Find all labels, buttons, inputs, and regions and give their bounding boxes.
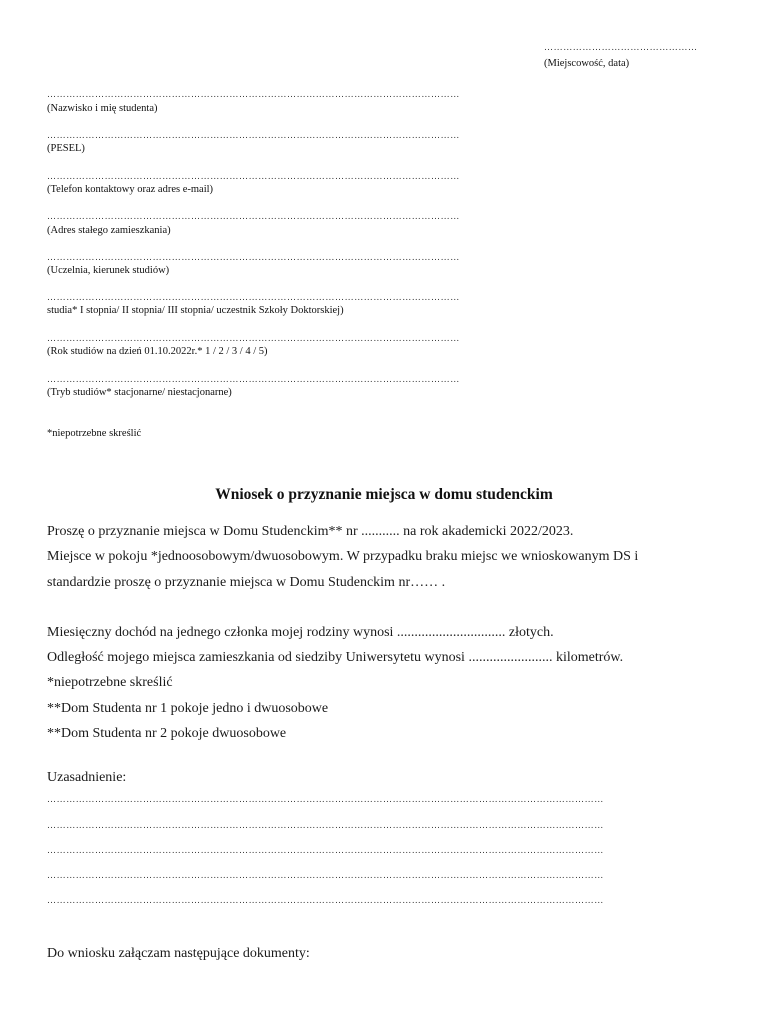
field-university-label: (Uczelnia, kierunek studiów) (47, 265, 170, 276)
body-line-strike-note: *niepotrzebne skreślić (47, 675, 173, 690)
justification-line: ………………………………………………………………………………………………………………………………………………………… (47, 870, 604, 880)
justification-label: Uzasadnienie: (47, 770, 127, 785)
field-pesel-label: (PESEL) (47, 143, 85, 154)
place-date-label: (Miejscowość, data) (544, 58, 630, 69)
justification-line: ………………………………………………………………………………………………………………………………………………………… (47, 895, 604, 905)
field-name-dots: ………………………………………………………………………………………………………………… (47, 89, 460, 99)
attachments-label: Do wniosku załączam następujące dokumenty: (47, 946, 310, 961)
place-date-dots: ………………………………………… (544, 42, 698, 52)
body-line-income: Miesięczny dochód na jednego członka mojej rodziny wynosi ............................... złotych. (47, 625, 554, 640)
field-name-label: (Nazwisko i mię studenta) (47, 103, 158, 114)
field-address-label: (Adres stałego zamieszkania) (47, 225, 171, 236)
field-mode-dots: ………………………………………………………………………………………………………………… (47, 374, 460, 384)
body-line-alternative: standardzie proszę o przyznanie miejsca w Domu Studenckim nr…… . (47, 575, 446, 590)
body-line-dorm-1: **Dom Studenta nr 1 pokoje jedno i dwuosobowe (47, 701, 329, 716)
strike-note: *niepotrzebne skreślić (47, 428, 142, 439)
justification-line: ………………………………………………………………………………………………………………………………………………………… (47, 794, 604, 804)
body-line-distance: Odległość mojego miejsca zamieszkania od siedziby Uniwersytetu wynosi ........................ kilometrów. (47, 650, 624, 665)
field-year-dots: ………………………………………………………………………………………………………………… (47, 333, 460, 343)
body-line-request: Proszę o przyznanie miejsca w Domu Studenckim** nr ........... na rok akademicki 2022/2023. (47, 524, 574, 539)
field-contact-label: (Telefon kontaktowy oraz adres e-mail) (47, 184, 214, 195)
field-mode-label: (Tryb studiów* stacjonarne/ niestacjonarne) (47, 387, 232, 398)
field-year-label: (Rok studiów na dzień 01.10.2022r.* 1 / 2 / 3 / 4 / 5) (47, 346, 268, 357)
field-degree-dots: ………………………………………………………………………………………………………………… (47, 292, 460, 302)
document-title: Wniosek o przyznanie miejsca w domu studenckim (215, 486, 553, 503)
field-university-dots: ………………………………………………………………………………………………………………… (47, 252, 460, 262)
justification-line: ………………………………………………………………………………………………………………………………………………………… (47, 845, 604, 855)
body-line-room: Miejsce w pokoju *jednoosobowym/dwuosobowym. W przypadku braku miejsc we wnioskowanym DS i (47, 549, 639, 564)
field-contact-dots: ………………………………………………………………………………………………………………… (47, 171, 460, 181)
body-line-dorm-2: **Dom Studenta nr 2 pokoje dwuosobowe (47, 726, 287, 741)
field-address-dots: ………………………………………………………………………………………………………………… (47, 211, 460, 221)
field-pesel-dots: ………………………………………………………………………………………………………………… (47, 130, 460, 140)
justification-line: ………………………………………………………………………………………………………………………………………………………… (47, 820, 604, 830)
field-degree-label: studia* I stopnia/ II stopnia/ III stopnia/ uczestnik Szkoły Doktorskiej) (47, 305, 344, 316)
